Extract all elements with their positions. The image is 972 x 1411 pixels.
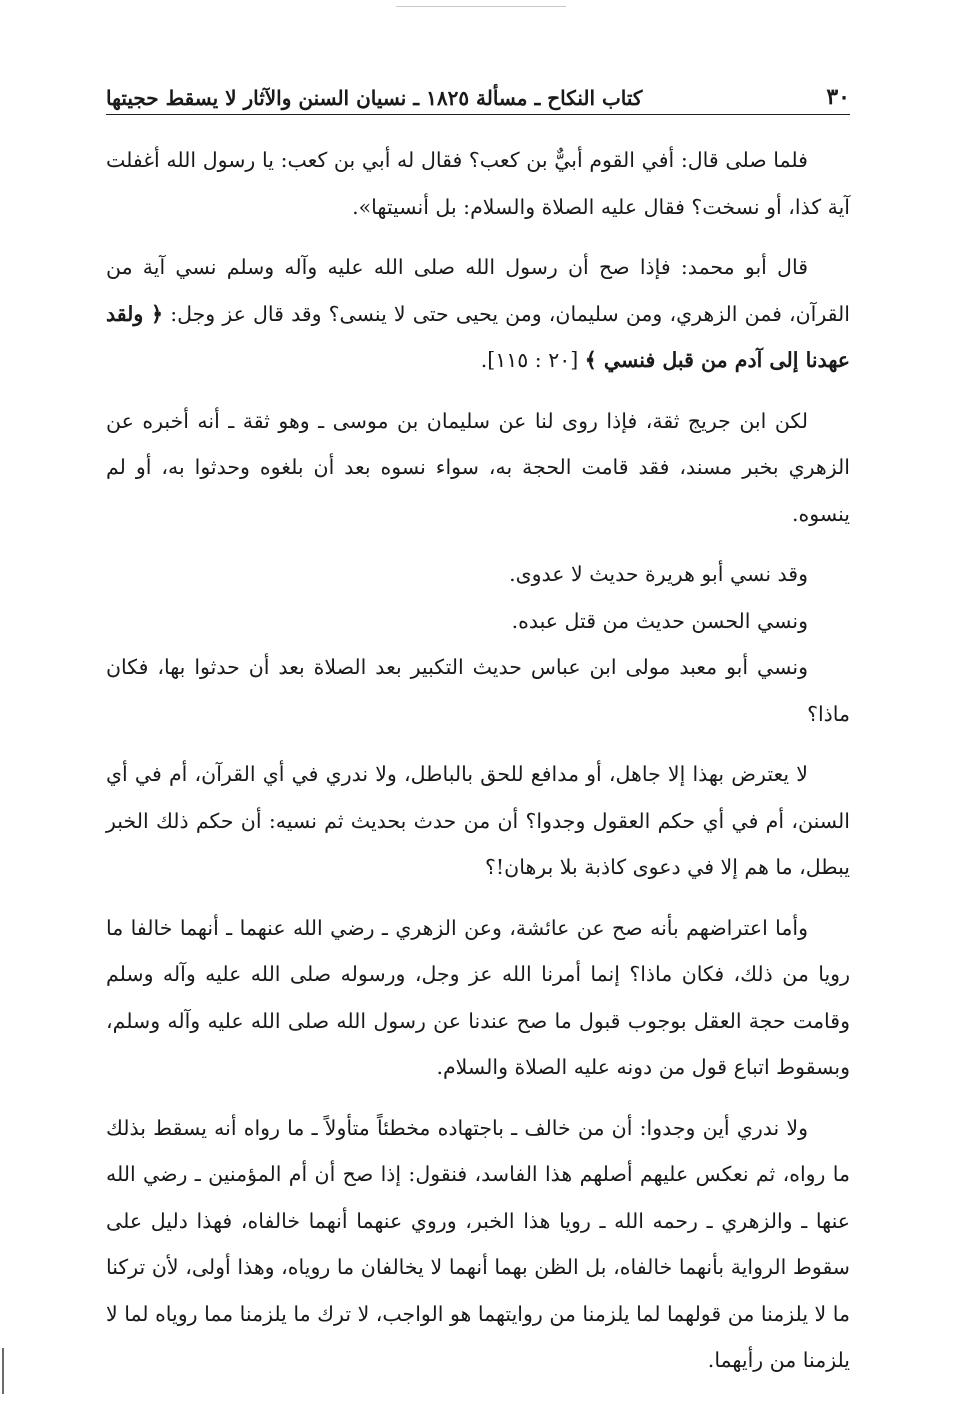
list-line: ونسي أبو معبد مولى ابن عباس حديث التكبير بعد الصلاة بعد أن حدثوا بها، فكان ماذا؟ [106,655,850,726]
quran-verse: ﴿ ولقد عهدنا إلى آدم من قبل فنسي ﴾ [106,301,850,372]
paragraph: وأما اعتراضهم بأنه صح عن عائشة، وعن الزهري ـ رضي الله عنهما ـ أنهما خالفا ما رويا من ذلك، فكان ماذا؟ إنما أمرنا الله عز وجل، ورسوله صلى الله عليه وآله وسلم وقامت حجة العقل بوجوب قبول ما صح عندنا عن رسول الله صلى الله عليه وآله وسلم، وبسقوط اتباع قول من دونه عليه الصلاة والسلام. [106,915,850,1079]
scan-edge-line [396,6,566,7]
running-header [106,64,850,110]
paragraph: فلما صلى قال: أفي القوم أبيٌّ بن كعب؟ فقال له أبي بن كعب: يا رسول الله أغفلت آية كذا، أو نسخت؟ فقال عليه الصلاة والسلام: بل أنسيتها». [106,148,850,219]
header-title: كتاب النكاح ـ مسألة ١٨٢٥ ـ نسيان السنن والآثار لا يسقط حجيتها [106,86,643,110]
paragraph: لا يعترض بهذا إلا جاهل، أو مدافع للحق بالباطل، ولا ندري في أي القرآن، أم في أي السنن، أم في أي حكم العقول وجدوا؟ أن من حدث بحديث ثم نسيه: أن حكم ذلك الخبر يبطل، ما هم إلا في دعوى كاذبة بلا برهان!؟ [106,762,850,879]
list-line: ونسي الحسن حديث من قتل عبده. [511,608,808,633]
paragraph: لكن ابن جريج ثقة، فإذا روى لنا عن سليمان بن موسى ـ وهو ثقة ـ أنه أخبره عن الزهري بخبر مسند، فقد قامت الحجة به، سواء نسوه بعد أن بلغوه وحدثوا به، أو لم ينسوه. [106,408,850,526]
list-line: وقد نسي أبو هريرة حديث لا عدوى. [509,562,808,586]
header-rule [106,114,850,115]
paragraph: ولا ندري أين وجدوا: أن من خالف ـ باجتهاده مخطئاً متأولاً ـ ما رواه أنه يسقط بذلك ما رواه، ثم نعكس عليهم أصلهم هذا الفاسد، فنقول: إذا صح أن أم المؤمنين ـ رضي الله عنها ـ والزهري ـ رحمه الله ـ رويا هذا الخبر، وروي عنهما أنهما خالفاه، فهذا دليل على سقوط الرواية بأنهما خالفاه، بل الظن بهما أنهما لا يخالفان ما روياه، وهذا أولى، لأن تركنا ما لا يلزمنا من قولهما لما يلزمنا من روايتهما هو الواجب، لا ترك ما يلزمنا مما روياه لما لا يلزمنا من رأيهما. [106,1115,850,1372]
book-page [106,64,850,1398]
verse-reference: [٢٠ : ١١٥]. [480,348,579,372]
paragraph-text: قال أبو محمد: فإذا صح أن رسول الله صلى الله عليه وآله وسلم نسي آية من القرآن، فمن الزهري، ومن سليمان، ومن يحيى حتى لا ينسى؟ وقد قال عز وجل: [106,255,850,326]
page-body [106,137,850,1384]
page-number: ٣٠ [826,84,850,110]
scan-margin-mark [2,1348,4,1394]
paragraph-with-verse [106,244,850,384]
